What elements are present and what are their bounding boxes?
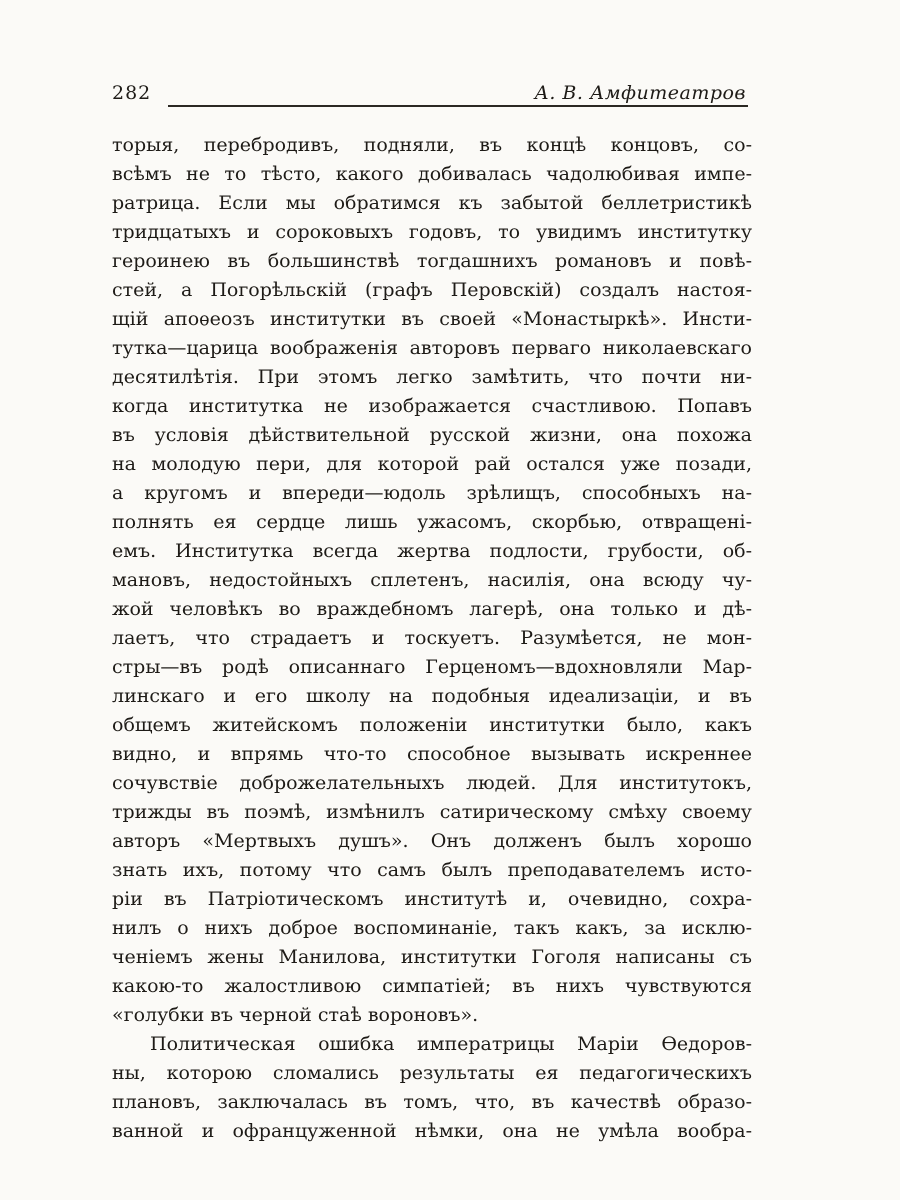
text-line: какою-то жалостливою симпатіей; въ нихъ чувствуются — [112, 975, 752, 997]
paragraph — [112, 1030, 752, 1146]
text-line: полнять ея сердце лишь ужасомъ, скорбью, отвращені- — [112, 511, 752, 533]
text-line: тридцатыхъ и сороковыхъ годовъ, то увидимъ институтку — [112, 221, 752, 243]
text-line: ратрица. Если мы обратимся къ забытой беллетристикѣ — [112, 192, 752, 214]
text-line: плановъ, заключалась въ томъ, что, въ качествѣ образо- — [112, 1091, 752, 1113]
text-line: тутка—царица воображенія авторовъ перваго николаевскаго — [112, 337, 752, 359]
text-line: общемъ житейскомъ положеніи институтки было, какъ — [112, 714, 752, 736]
body-text — [112, 131, 752, 1146]
page-number: 282 — [112, 82, 152, 104]
text-line: торыя, перебродивъ, подняли, въ концѣ концовъ, со- — [112, 134, 752, 156]
text-line: трижды въ поэмѣ, измѣнилъ сатирическому смѣху своему — [112, 801, 752, 823]
text-line: стей, а Погорѣльскій (графъ Перовскій) создалъ настоя- — [112, 279, 752, 301]
text-line: ченіемъ жены Манилова, институтки Гоголя написаны съ — [112, 946, 752, 968]
page-header — [112, 82, 748, 104]
text-line: стры—въ родѣ описаннаго Герценомъ—вдохновляли Мар- — [112, 656, 752, 678]
header-rule — [168, 105, 748, 107]
text-line: ріи въ Патріотическомъ институтѣ и, очевидно, сохра- — [112, 888, 752, 910]
text-line: видно, и впрямь что-то способное вызывать искреннее — [112, 743, 752, 765]
text-line: емъ. Институтка всегда жертва подлости, грубости, об- — [112, 540, 752, 562]
paragraph — [112, 131, 752, 1030]
text-line: ванной и офранцуженной нѣмки, она не умѣла вообра- — [112, 1120, 752, 1142]
text-line: нилъ о нихъ доброе воспоминаніе, такъ какъ, за исклю- — [112, 917, 752, 939]
text-line: мановъ, недостойныхъ сплетенъ, насилія, она всюду чу- — [112, 569, 752, 591]
text-line: авторъ «Мертвыхъ душъ». Онъ долженъ былъ хорошо — [112, 830, 752, 852]
text-line: героинею въ большинствѣ тогдашнихъ романовъ и повѣ- — [112, 250, 752, 272]
text-line: щій апоѳеозъ институтки въ своей «Монастыркѣ». Инсти- — [112, 308, 752, 330]
text-line: «голубки въ черной стаѣ вороновъ». — [112, 1004, 479, 1026]
text-line: знать ихъ, потому что самъ былъ преподавателемъ исто- — [112, 859, 752, 881]
text-line: въ условія дѣйствительной русской жизни, она похожа — [112, 424, 752, 446]
text-line: десятилѣтія. При этомъ легко замѣтить, что почти ни- — [112, 366, 752, 388]
text-line: жой человѣкъ во враждебномъ лагерѣ, она только и дѣ- — [112, 598, 752, 620]
text-line: на молодую пери, для которой рай остался уже позади, — [112, 453, 752, 475]
text-line: когда институтка не изображается счастливою. Попавъ — [112, 395, 752, 417]
text-line: всѣмъ не то тѣсто, какого добивалась чадолюбивая импе- — [112, 163, 752, 185]
text-line: Политическая ошибка императрицы Маріи Ѳедоров- — [150, 1033, 752, 1055]
text-line: лаетъ, что страдаетъ и тоскуетъ. Разумѣется, не мон- — [112, 627, 752, 649]
text-line: ны, которою сломались результаты ея педагогическихъ — [112, 1062, 752, 1084]
text-line: сочувствіе доброжелательныхъ людей. Для институтокъ, — [112, 772, 752, 794]
text-line: линскаго и его школу на подобныя идеализаціи, и въ — [112, 685, 752, 707]
text-line: а кругомъ и впереди—юдоль зрѣлищъ, способныхъ на- — [112, 482, 752, 504]
running-head: А. В. Амфитеатров — [534, 82, 746, 104]
